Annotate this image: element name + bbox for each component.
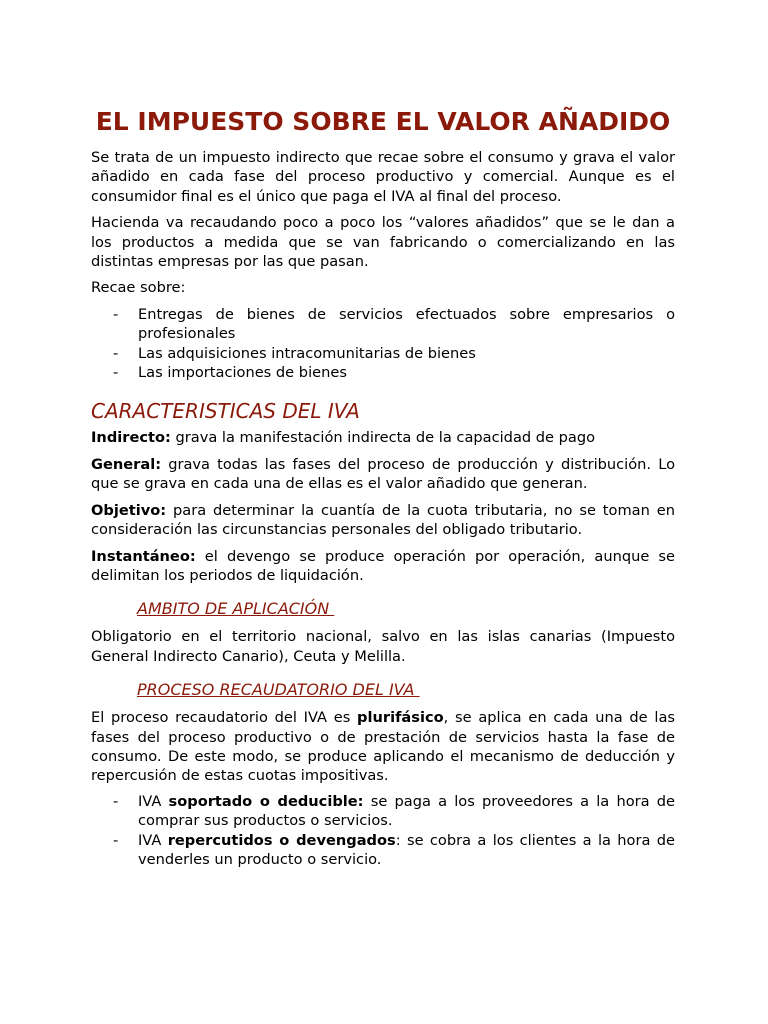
term: Objetivo: xyxy=(91,501,167,519)
proceso-bold-term: plurifásico xyxy=(357,709,444,727)
dash-bullet: - xyxy=(113,792,119,810)
list-item-bold: repercutidos o devengados xyxy=(167,831,396,849)
intro-paragraph-1: Se trata de un impuesto indirecto que recae sobre el consumo y grava el valor añadido en cada fase del proceso productivo y comercial. Aunque es el consumidor final es el único que paga el IVA al final del proceso. xyxy=(91,149,675,205)
list-item xyxy=(91,344,675,363)
list-item xyxy=(91,363,675,382)
list-item xyxy=(91,305,675,344)
document-title: EL IMPUESTO SOBRE EL VALOR AÑADIDO xyxy=(95,107,671,136)
term: General: xyxy=(91,455,162,473)
recae-list xyxy=(91,305,675,383)
proceso-heading: PROCESO RECAUDATORIO DEL IVA xyxy=(137,680,420,700)
dash-bullet: - xyxy=(113,344,119,362)
definition: grava la manifestación indirecta de la capacidad de pago xyxy=(170,429,596,447)
caracteristica-objetivo xyxy=(91,501,675,540)
list-item-text: Las adquisiciones intracomunitarias de bienes xyxy=(138,344,476,362)
definition: grava todas las fases del proceso de producción y distribución. Lo que se grava en cada una de ellas es el valor añadido que generan. xyxy=(91,455,675,493)
proceso-paragraph xyxy=(91,708,675,786)
proceso-list xyxy=(91,792,675,870)
caracteristica-indirecto xyxy=(91,428,675,447)
list-item xyxy=(91,831,675,870)
definition: el devengo se produce operación por operación, aunque se delimitan los periodos de liquidación. xyxy=(91,547,675,584)
list-item-text: Entregas de bienes de servicios efectuados sobre empresarios o profesionales xyxy=(138,305,675,343)
ambito-heading: AMBITO DE APLICACIÓN xyxy=(137,599,335,619)
dash-bullet: - xyxy=(113,364,119,382)
list-item xyxy=(91,792,675,831)
intro-paragraph-2: Hacienda va recaudando poco a poco los “valores añadidos” que se le dan a los productos a medida que se van fabricando o comercializando en las distintas empresas por las que pasan. xyxy=(91,214,675,271)
list-item-pre: IVA xyxy=(138,831,168,849)
caracteristica-general xyxy=(91,455,675,494)
proceso-text-start: El proceso recaudatorio del IVA es xyxy=(91,709,358,727)
proceso-text-end: , se aplica en cada una de las fases del proceso productivo o de prestación de servicios hasta la fase de consumo. De este modo, se produce aplicando el mecanismo de deducción y repercusión de estas cuotas impositivas. xyxy=(91,709,675,785)
ambito-paragraph: Obligatorio en el territorio nacional, salvo en las islas canarias (Impuesto General Indirecto Canario), Ceuta y Melilla. xyxy=(91,628,675,665)
caracteristicas-heading: CARACTERISTICAS DEL IVA xyxy=(91,399,360,424)
term: Instantáneo: xyxy=(91,547,196,565)
document-page xyxy=(91,106,675,879)
dash-bullet: - xyxy=(113,305,119,323)
caracteristica-instantaneo xyxy=(91,547,675,586)
recae-label: Recae sobre: xyxy=(91,279,186,297)
list-item-text: : se cobra a los clientes a la hora de venderles un producto o servicio. xyxy=(138,831,675,868)
term: Indirecto: xyxy=(91,429,171,447)
definition: para determinar la cuantía de la cuota tributaria, no se toman en consideración las circunstancias personales del obligado tributario. xyxy=(91,501,675,539)
list-item-text: Las importaciones de bienes xyxy=(138,364,347,382)
list-item-pre: IVA xyxy=(138,792,169,810)
list-item-bold: soportado o deducible: xyxy=(168,792,364,810)
dash-bullet: - xyxy=(113,831,119,849)
list-item-text: se paga a los proveedores a la hora de comprar sus productos o servicios. xyxy=(138,792,675,830)
